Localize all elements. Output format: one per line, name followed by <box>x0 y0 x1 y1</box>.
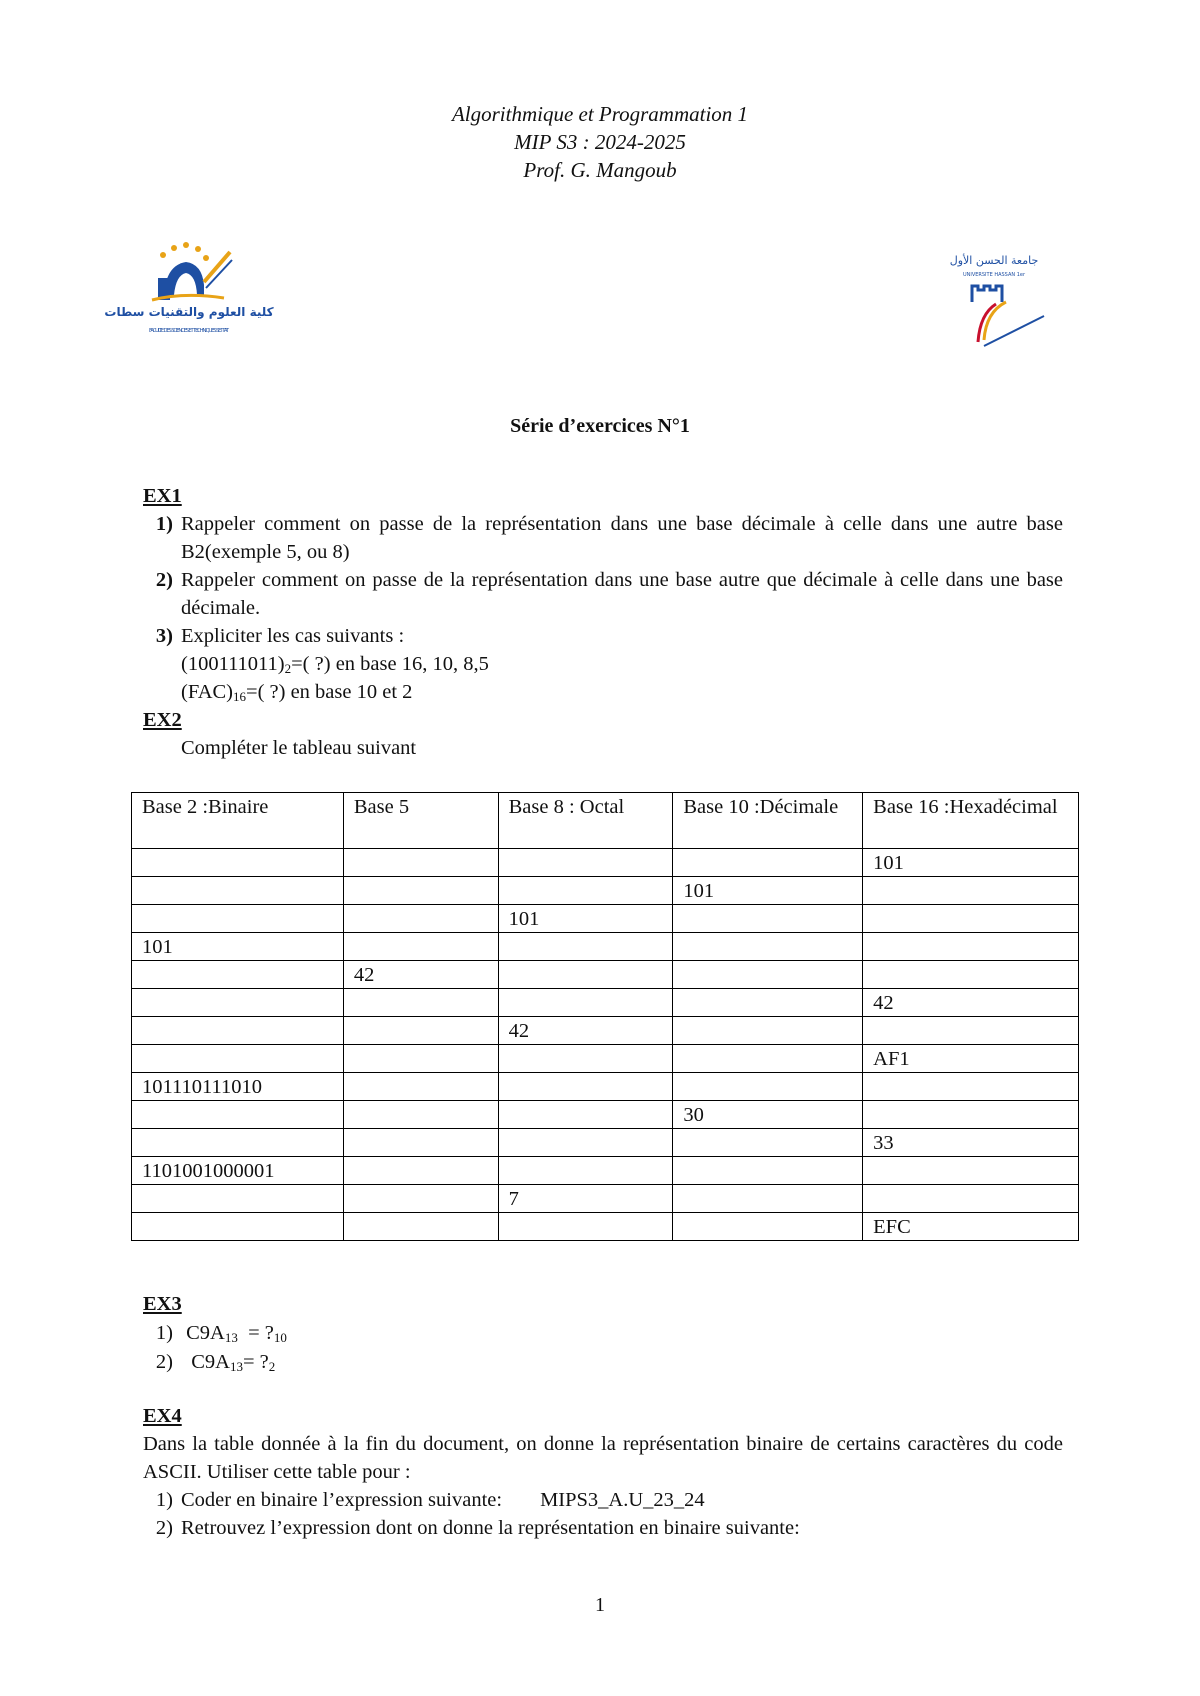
table-row <box>132 1157 1079 1185</box>
table-cell <box>498 933 673 961</box>
table-cell <box>673 1129 863 1157</box>
table-cell <box>132 877 344 905</box>
table-cell <box>673 989 863 1017</box>
ex1-item-3 <box>143 622 1063 650</box>
table-cell <box>863 961 1079 989</box>
ex4-item-2: 2) Retrouvez l’expression dont on donne la représentation en binaire suivante: <box>155 1517 800 1539</box>
logo-right-arabic: جامعة الحسن الأول <box>949 254 1039 267</box>
table-row <box>132 1101 1079 1129</box>
table-cell <box>863 933 1079 961</box>
table-cell <box>498 989 673 1017</box>
ex3-item-2: 2) $C9A_{13}=$ $?_2$ <box>155 1351 276 1374</box>
table-header-cell: Base 5 <box>343 793 498 849</box>
table-cell: AF1 <box>863 1045 1079 1073</box>
ex4-item-1: 1) Coder en binaire l’expression suivante: MIPS3_A.U_23_24 <box>155 1489 705 1511</box>
table-row <box>132 877 1079 905</box>
table-row <box>132 1073 1079 1101</box>
table-cell: 1101001000001 <box>132 1157 344 1185</box>
table-cell <box>498 1129 673 1157</box>
table-cell <box>343 1045 498 1073</box>
ex1-item-1-text: Rappeler comment on passe de la représentation dans une base décimale à celle dans une autre base B2(exemple 5, ou 8) <box>181 513 1063 563</box>
table-row <box>132 905 1079 933</box>
fst-settat-logo <box>104 240 274 345</box>
table-cell <box>498 1045 673 1073</box>
ex1-item-1-num: 1) <box>155 513 173 535</box>
ex3-title: EX3 <box>143 1293 182 1315</box>
table-cell <box>343 849 498 877</box>
table-cell: EFC <box>863 1213 1079 1241</box>
series-title: Série d’exercices N°1 <box>510 415 690 437</box>
table-row <box>132 1185 1079 1213</box>
table-cell <box>498 1157 673 1185</box>
table-cell <box>343 1129 498 1157</box>
table-cell: 101 <box>863 849 1079 877</box>
table-row <box>132 849 1079 877</box>
table-row <box>132 989 1079 1017</box>
table-cell: 42 <box>343 961 498 989</box>
ex3-item-1: 1) $C9A_{13}$ = $?_{10}$ <box>155 1322 287 1345</box>
table-cell <box>863 905 1079 933</box>
course-header <box>0 100 1200 184</box>
table-cell: 101 <box>498 905 673 933</box>
table-cell <box>132 989 344 1017</box>
table-cell <box>343 933 498 961</box>
ex1-item-2 <box>143 566 1063 622</box>
table-cell <box>343 1185 498 1213</box>
logo-right-latin: UNIVERSITE HASSAN 1er <box>962 272 1026 278</box>
course-title: Algorithmique et Programmation 1 <box>451 102 749 126</box>
logo-left-arabic: كلية العلوم والتقنيات سطات <box>104 305 274 319</box>
table-cell <box>132 1101 344 1129</box>
ex1-title: EX1 <box>143 485 182 507</box>
table-cell <box>343 1073 498 1101</box>
table-cell <box>673 1185 863 1213</box>
table-cell <box>673 1045 863 1073</box>
ex4-intro: Dans la table donnée à la fin du document, on donne la représentation binaire de certains caractères du code ASCII. Utiliser cette table pour : <box>143 1433 1063 1483</box>
table-cell <box>132 1185 344 1213</box>
table-cell <box>343 1213 498 1241</box>
ex2-instruction: Compléter le tableau suivant <box>181 737 417 759</box>
table-cell <box>132 961 344 989</box>
ex1-ex2-section <box>143 482 1063 762</box>
table-cell <box>343 1101 498 1129</box>
ex1-case-1: $(100111011)_2=$( ?) en base 16, 10, 8,5 <box>181 653 489 676</box>
ex1-item-3-num: 3) <box>155 625 173 647</box>
universite-hassan-logo <box>944 250 1054 360</box>
table-cell <box>863 1017 1079 1045</box>
table-cell <box>343 877 498 905</box>
table-cell <box>343 905 498 933</box>
course-professor: Prof. G. Mangoub <box>523 158 677 182</box>
table-cell: 42 <box>863 989 1079 1017</box>
table-cell: 101 <box>673 877 863 905</box>
table-cell <box>673 849 863 877</box>
course-semester: MIP S3 : 2024-2025 <box>514 130 686 154</box>
ex4-title: EX4 <box>143 1405 182 1427</box>
logo-left-french: FACULTE DES SCIENCES ET TECHNIQUES SETTAT <box>149 328 229 334</box>
table-cell <box>132 1045 344 1073</box>
table-cell <box>673 961 863 989</box>
table-header-cell: Base 16 :Hexadécimal <box>863 793 1079 849</box>
table-cell <box>498 961 673 989</box>
ex4-code: MIPS3_A.U_23_24 <box>540 1489 705 1511</box>
table-cell <box>863 1101 1079 1129</box>
table-cell <box>673 1017 863 1045</box>
ex1-item-2-num: 2) <box>155 569 173 591</box>
table-cell <box>498 1213 673 1241</box>
table-row <box>132 1045 1079 1073</box>
table-cell <box>673 1157 863 1185</box>
table-cell: 42 <box>498 1017 673 1045</box>
table-cell: 101110111010 <box>132 1073 344 1101</box>
table-cell: 101 <box>132 933 344 961</box>
ex1-case-2: $(FAC)_{16}=$( ?) en base 10 et 2 <box>181 681 413 704</box>
table-cell <box>498 877 673 905</box>
table-cell <box>343 1157 498 1185</box>
ex1-item-2-text: Rappeler comment on passe de la représentation dans une base autre que décimale à celle dans une base décimale. <box>181 569 1063 619</box>
table-row <box>132 1017 1079 1045</box>
table-cell: 7 <box>498 1185 673 1213</box>
table-cell <box>132 1213 344 1241</box>
table-row <box>132 1213 1079 1241</box>
table-cell <box>132 1017 344 1045</box>
ex2-title: EX2 <box>143 709 182 731</box>
table-header-cell: Base 10 :Décimale <box>673 793 863 849</box>
table-cell <box>673 933 863 961</box>
ex4-section <box>143 1402 1063 1542</box>
table-cell <box>498 1101 673 1129</box>
table-cell <box>132 905 344 933</box>
page-number: 1 <box>595 1594 605 1616</box>
table-cell <box>498 849 673 877</box>
table-header-cell: Base 2 :Binaire <box>132 793 344 849</box>
table-cell <box>863 1157 1079 1185</box>
ex3-section <box>143 1290 1063 1377</box>
table-cell <box>673 1213 863 1241</box>
table-row <box>132 961 1079 989</box>
table-cell <box>863 877 1079 905</box>
table-cell <box>343 989 498 1017</box>
ex1-item-1 <box>143 510 1063 566</box>
conversion-table <box>131 792 1079 1241</box>
table-cell <box>343 1017 498 1045</box>
sun-rays-icon <box>160 242 209 261</box>
table-row <box>132 1129 1079 1157</box>
table-cell <box>498 1073 673 1101</box>
table-cell <box>673 1073 863 1101</box>
table-header-cell: Base 8 : Octal <box>498 793 673 849</box>
table-cell <box>132 1129 344 1157</box>
table-cell <box>863 1073 1079 1101</box>
table-cell <box>132 849 344 877</box>
table-cell <box>863 1185 1079 1213</box>
table-cell <box>673 905 863 933</box>
table-cell: 30 <box>673 1101 863 1129</box>
ex1-item-3-text: Expliciter les cas suivants : <box>181 625 405 647</box>
table-row <box>132 933 1079 961</box>
table-cell: 33 <box>863 1129 1079 1157</box>
table-header-row <box>132 793 1079 849</box>
